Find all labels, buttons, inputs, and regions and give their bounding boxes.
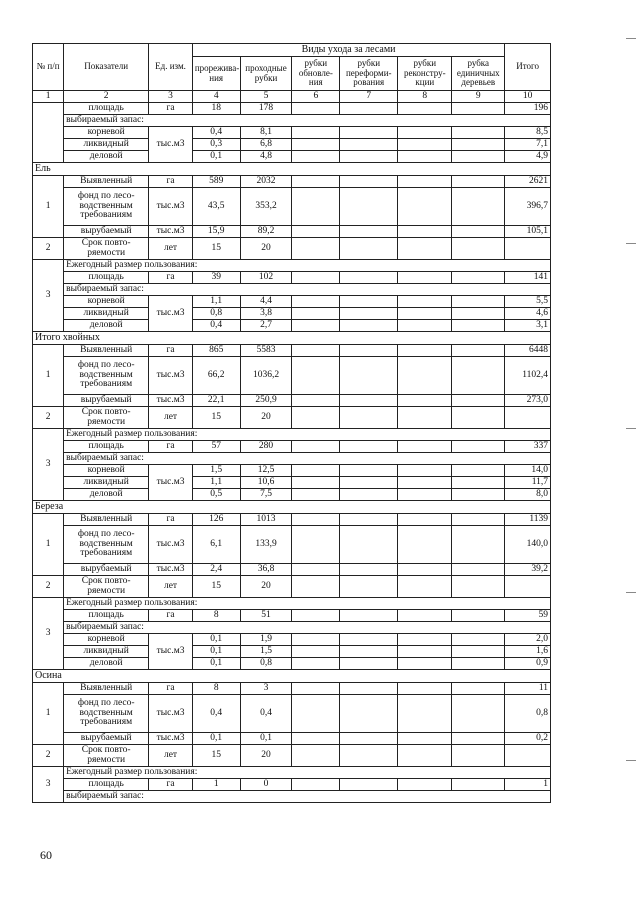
unit-cell: тыс.м3 bbox=[149, 465, 193, 501]
value-cell: 36,8 bbox=[240, 564, 292, 576]
unit-cell: лет bbox=[149, 238, 193, 260]
value-cell: 20 bbox=[240, 407, 292, 429]
value-cell: 5583 bbox=[240, 345, 292, 357]
row-label: фонд по лесо- водственным требованиям bbox=[64, 695, 149, 733]
unit-cell: лет bbox=[149, 745, 193, 767]
value-cell: 102 bbox=[240, 272, 292, 284]
row-number: 2 bbox=[33, 407, 64, 429]
value-cell: 0,1 bbox=[192, 658, 240, 670]
value-cell: 1,5 bbox=[240, 646, 292, 658]
value-cell: 0 bbox=[240, 779, 292, 791]
total-cell: 0,2 bbox=[505, 733, 551, 745]
colnum: 5 bbox=[240, 91, 292, 103]
row-label: ликвидный bbox=[64, 308, 149, 320]
value-cell: 7,5 bbox=[240, 489, 292, 501]
row-number bbox=[33, 103, 64, 163]
value-cell: 0,1 bbox=[240, 733, 292, 745]
total-cell: 2621 bbox=[505, 176, 551, 188]
unit-cell: га bbox=[149, 779, 193, 791]
unit-cell: тыс.м3 bbox=[149, 226, 193, 238]
value-cell: 1,1 bbox=[192, 477, 240, 489]
row-label: корневой bbox=[64, 465, 149, 477]
value-cell: 2,4 bbox=[192, 564, 240, 576]
value-cell: 1,9 bbox=[240, 634, 292, 646]
value-cell: 1036,2 bbox=[240, 357, 292, 395]
row-label: деловой bbox=[64, 658, 149, 670]
value-cell: 250,9 bbox=[240, 395, 292, 407]
value-cell: 0,8 bbox=[240, 658, 292, 670]
total-cell: 105,1 bbox=[505, 226, 551, 238]
unit-cell: тыс.м3 bbox=[149, 296, 193, 332]
value-cell: 0,1 bbox=[192, 634, 240, 646]
header-total: Итого bbox=[505, 44, 551, 91]
value-cell: 2,7 bbox=[240, 320, 292, 332]
value-cell: 0,1 bbox=[192, 733, 240, 745]
value-cell: 6,8 bbox=[240, 139, 292, 151]
value-cell: 22,1 bbox=[192, 395, 240, 407]
row-label: Выявленный bbox=[64, 345, 149, 357]
row-label: Срок повто- ряемости bbox=[64, 745, 149, 767]
total-cell: 11,7 bbox=[505, 477, 551, 489]
value-cell: 15,9 bbox=[192, 226, 240, 238]
header-passage-cutting: проходные рубки bbox=[240, 57, 292, 91]
total-cell: 5,5 bbox=[505, 296, 551, 308]
scan-edge-mark bbox=[626, 38, 636, 39]
value-cell: 1013 bbox=[240, 514, 292, 526]
row-number: 2 bbox=[33, 238, 64, 260]
colnum: 4 bbox=[192, 91, 240, 103]
section-title: Итого хвойных bbox=[33, 332, 551, 345]
total-cell: 337 bbox=[505, 441, 551, 453]
header-single-tree-cutting: рубка единичных деревьев bbox=[452, 57, 505, 91]
total-cell: 59 bbox=[505, 610, 551, 622]
row-label: ликвидный bbox=[64, 646, 149, 658]
total-cell: 14,0 bbox=[505, 465, 551, 477]
total-cell: 273,0 bbox=[505, 395, 551, 407]
value-cell: 178 bbox=[240, 103, 292, 115]
row-label: фонд по лесо- водственным требованиям bbox=[64, 526, 149, 564]
section-title: Ель bbox=[33, 163, 551, 176]
row-label: фонд по лесо- водственным требованиям bbox=[64, 188, 149, 226]
forest-care-table bbox=[32, 43, 551, 803]
row-label: вырубаемый bbox=[64, 395, 149, 407]
total-cell: 396,7 bbox=[505, 188, 551, 226]
row-label: Выявленный bbox=[64, 514, 149, 526]
value-cell: 865 bbox=[192, 345, 240, 357]
value-cell: 0,3 bbox=[192, 139, 240, 151]
annual-title: Ежегодный размер пользования: bbox=[64, 767, 551, 779]
header-indicators: Показатели bbox=[64, 44, 149, 91]
scan-edge-mark bbox=[626, 428, 636, 429]
unit-cell: тыс.м3 bbox=[149, 695, 193, 733]
row-label: деловой bbox=[64, 489, 149, 501]
total-cell: 11 bbox=[505, 683, 551, 695]
row-label: вырубаемый bbox=[64, 226, 149, 238]
value-cell: 20 bbox=[240, 576, 292, 598]
row-number: 2 bbox=[33, 576, 64, 598]
total-cell: 140,0 bbox=[505, 526, 551, 564]
value-cell: 4,8 bbox=[240, 151, 292, 163]
section-title: Осина bbox=[33, 670, 551, 683]
row-number: 1 bbox=[33, 176, 64, 238]
row-number: 1 bbox=[33, 345, 64, 407]
page-number: 60 bbox=[40, 848, 52, 862]
row-label: Выявленный bbox=[64, 176, 149, 188]
section-title: Береза bbox=[33, 501, 551, 514]
value-cell: 0,4 bbox=[192, 127, 240, 139]
total-cell: 3,1 bbox=[505, 320, 551, 332]
unit-cell: лет bbox=[149, 407, 193, 429]
header-reform-cutting: рубки переформи- рования bbox=[340, 57, 398, 91]
row-label: площадь bbox=[64, 610, 149, 622]
row-label: корневой bbox=[64, 127, 149, 139]
total-cell: 6448 bbox=[505, 345, 551, 357]
stock-title: выбираемый запас: bbox=[64, 284, 551, 296]
row-label: Срок повто- ряемости bbox=[64, 407, 149, 429]
value-cell: 12,5 bbox=[240, 465, 292, 477]
annual-title: Ежегодный размер пользования: bbox=[64, 260, 551, 272]
annual-title: Ежегодный размер пользования: bbox=[64, 598, 551, 610]
row-number: 3 bbox=[33, 767, 64, 803]
row-label: площадь bbox=[64, 441, 149, 453]
total-cell: 1 bbox=[505, 779, 551, 791]
header-reconstruction-cutting: рубки реконстру- кции bbox=[398, 57, 452, 91]
unit-cell: тыс.м3 bbox=[149, 564, 193, 576]
row-label: фонд по лесо- водственным требованиям bbox=[64, 357, 149, 395]
value-cell: 3 bbox=[240, 683, 292, 695]
value-cell: 0,4 bbox=[192, 695, 240, 733]
unit-cell: га bbox=[149, 103, 193, 115]
value-cell: 1,1 bbox=[192, 296, 240, 308]
header-no: № п/п bbox=[33, 44, 64, 91]
value-cell: 15 bbox=[192, 407, 240, 429]
value-cell: 2032 bbox=[240, 176, 292, 188]
value-cell: 133,9 bbox=[240, 526, 292, 564]
row-label: площадь bbox=[64, 103, 149, 115]
value-cell: 0,5 bbox=[192, 489, 240, 501]
unit-cell: га bbox=[149, 345, 193, 357]
value-cell: 15 bbox=[192, 238, 240, 260]
unit-cell: тыс.м3 bbox=[149, 127, 193, 163]
row-label: корневой bbox=[64, 296, 149, 308]
colnum: 6 bbox=[292, 91, 340, 103]
row-number: 1 bbox=[33, 514, 64, 576]
total-cell: 39,2 bbox=[505, 564, 551, 576]
total-cell: 4,9 bbox=[505, 151, 551, 163]
value-cell: 0,4 bbox=[192, 320, 240, 332]
row-label: Срок повто- ряемости bbox=[64, 576, 149, 598]
colnum: 8 bbox=[398, 91, 452, 103]
value-cell: 0,1 bbox=[192, 646, 240, 658]
total-cell: 196 bbox=[505, 103, 551, 115]
row-label: Срок повто- ряемости bbox=[64, 238, 149, 260]
unit-cell: тыс.м3 bbox=[149, 188, 193, 226]
value-cell: 8 bbox=[192, 683, 240, 695]
value-cell: 0,1 bbox=[192, 151, 240, 163]
row-number: 3 bbox=[33, 598, 64, 670]
row-number: 2 bbox=[33, 745, 64, 767]
row-label: вырубаемый bbox=[64, 733, 149, 745]
row-label: ликвидный bbox=[64, 477, 149, 489]
unit-cell: тыс.м3 bbox=[149, 733, 193, 745]
stock-title: выбираемый запас: bbox=[64, 791, 551, 803]
value-cell: 10,6 bbox=[240, 477, 292, 489]
value-cell: 8,1 bbox=[240, 127, 292, 139]
unit-cell: тыс.м3 bbox=[149, 526, 193, 564]
total-cell: 8,5 bbox=[505, 127, 551, 139]
header-care-types: Виды ухода за лесами bbox=[192, 44, 504, 57]
scan-edge-mark bbox=[626, 243, 636, 244]
total-cell: 7,1 bbox=[505, 139, 551, 151]
row-number: 3 bbox=[33, 260, 64, 332]
value-cell: 43,5 bbox=[192, 188, 240, 226]
row-label: площадь bbox=[64, 779, 149, 791]
colnum: 3 bbox=[149, 91, 193, 103]
total-cell: 0,8 bbox=[505, 695, 551, 733]
value-cell: 3,8 bbox=[240, 308, 292, 320]
total-cell: 1139 bbox=[505, 514, 551, 526]
value-cell: 66,2 bbox=[192, 357, 240, 395]
row-label: деловой bbox=[64, 320, 149, 332]
stock-title: выбираемый запас: bbox=[64, 622, 551, 634]
value-cell: 8 bbox=[192, 610, 240, 622]
total-cell: 2,0 bbox=[505, 634, 551, 646]
value-cell: 1,5 bbox=[192, 465, 240, 477]
row-label: вырубаемый bbox=[64, 564, 149, 576]
value-cell: 57 bbox=[192, 441, 240, 453]
total-cell: 4,6 bbox=[505, 308, 551, 320]
total-cell: 141 bbox=[505, 272, 551, 284]
value-cell: 51 bbox=[240, 610, 292, 622]
unit-cell: га bbox=[149, 272, 193, 284]
value-cell: 1 bbox=[192, 779, 240, 791]
row-label: деловой bbox=[64, 151, 149, 163]
header-thinning: прорежива- ния bbox=[192, 57, 240, 91]
unit-cell: тыс.м3 bbox=[149, 395, 193, 407]
value-cell: 353,2 bbox=[240, 188, 292, 226]
value-cell: 15 bbox=[192, 576, 240, 598]
row-label: площадь bbox=[64, 272, 149, 284]
stock-title: выбираемый запас: bbox=[64, 453, 551, 465]
unit-cell: тыс.м3 bbox=[149, 357, 193, 395]
row-number: 1 bbox=[33, 683, 64, 745]
unit-cell: га bbox=[149, 683, 193, 695]
value-cell: 0,8 bbox=[192, 308, 240, 320]
scan-edge-mark bbox=[626, 760, 636, 761]
row-label: ликвидный bbox=[64, 139, 149, 151]
value-cell: 589 bbox=[192, 176, 240, 188]
value-cell: 15 bbox=[192, 745, 240, 767]
total-cell: 8,0 bbox=[505, 489, 551, 501]
value-cell: 18 bbox=[192, 103, 240, 115]
header-renewal-cutting: рубки обновле- ния bbox=[292, 57, 340, 91]
colnum: 1 bbox=[33, 91, 64, 103]
unit-cell: лет bbox=[149, 576, 193, 598]
unit-cell: га bbox=[149, 514, 193, 526]
value-cell: 126 bbox=[192, 514, 240, 526]
row-label: корневой bbox=[64, 634, 149, 646]
value-cell: 20 bbox=[240, 745, 292, 767]
unit-cell: га bbox=[149, 176, 193, 188]
value-cell: 20 bbox=[240, 238, 292, 260]
total-cell: 1102,4 bbox=[505, 357, 551, 395]
colnum: 2 bbox=[64, 91, 149, 103]
unit-cell: тыс.м3 bbox=[149, 634, 193, 670]
total-cell: 1,6 bbox=[505, 646, 551, 658]
value-cell: 4,4 bbox=[240, 296, 292, 308]
value-cell: 280 bbox=[240, 441, 292, 453]
total-cell: 0,9 bbox=[505, 658, 551, 670]
header-unit: Ед. изм. bbox=[149, 44, 193, 91]
value-cell: 39 bbox=[192, 272, 240, 284]
colnum: 10 bbox=[505, 91, 551, 103]
value-cell: 6,1 bbox=[192, 526, 240, 564]
value-cell: 0,4 bbox=[240, 695, 292, 733]
stock-title: выбираемый запас: bbox=[64, 115, 551, 127]
unit-cell: га bbox=[149, 441, 193, 453]
colnum: 9 bbox=[452, 91, 505, 103]
unit-cell: га bbox=[149, 610, 193, 622]
annual-title: Ежегодный размер пользования: bbox=[64, 429, 551, 441]
row-label: Выявленный bbox=[64, 683, 149, 695]
row-number: 3 bbox=[33, 429, 64, 501]
colnum: 7 bbox=[340, 91, 398, 103]
scan-edge-mark bbox=[626, 592, 636, 593]
value-cell: 89,2 bbox=[240, 226, 292, 238]
